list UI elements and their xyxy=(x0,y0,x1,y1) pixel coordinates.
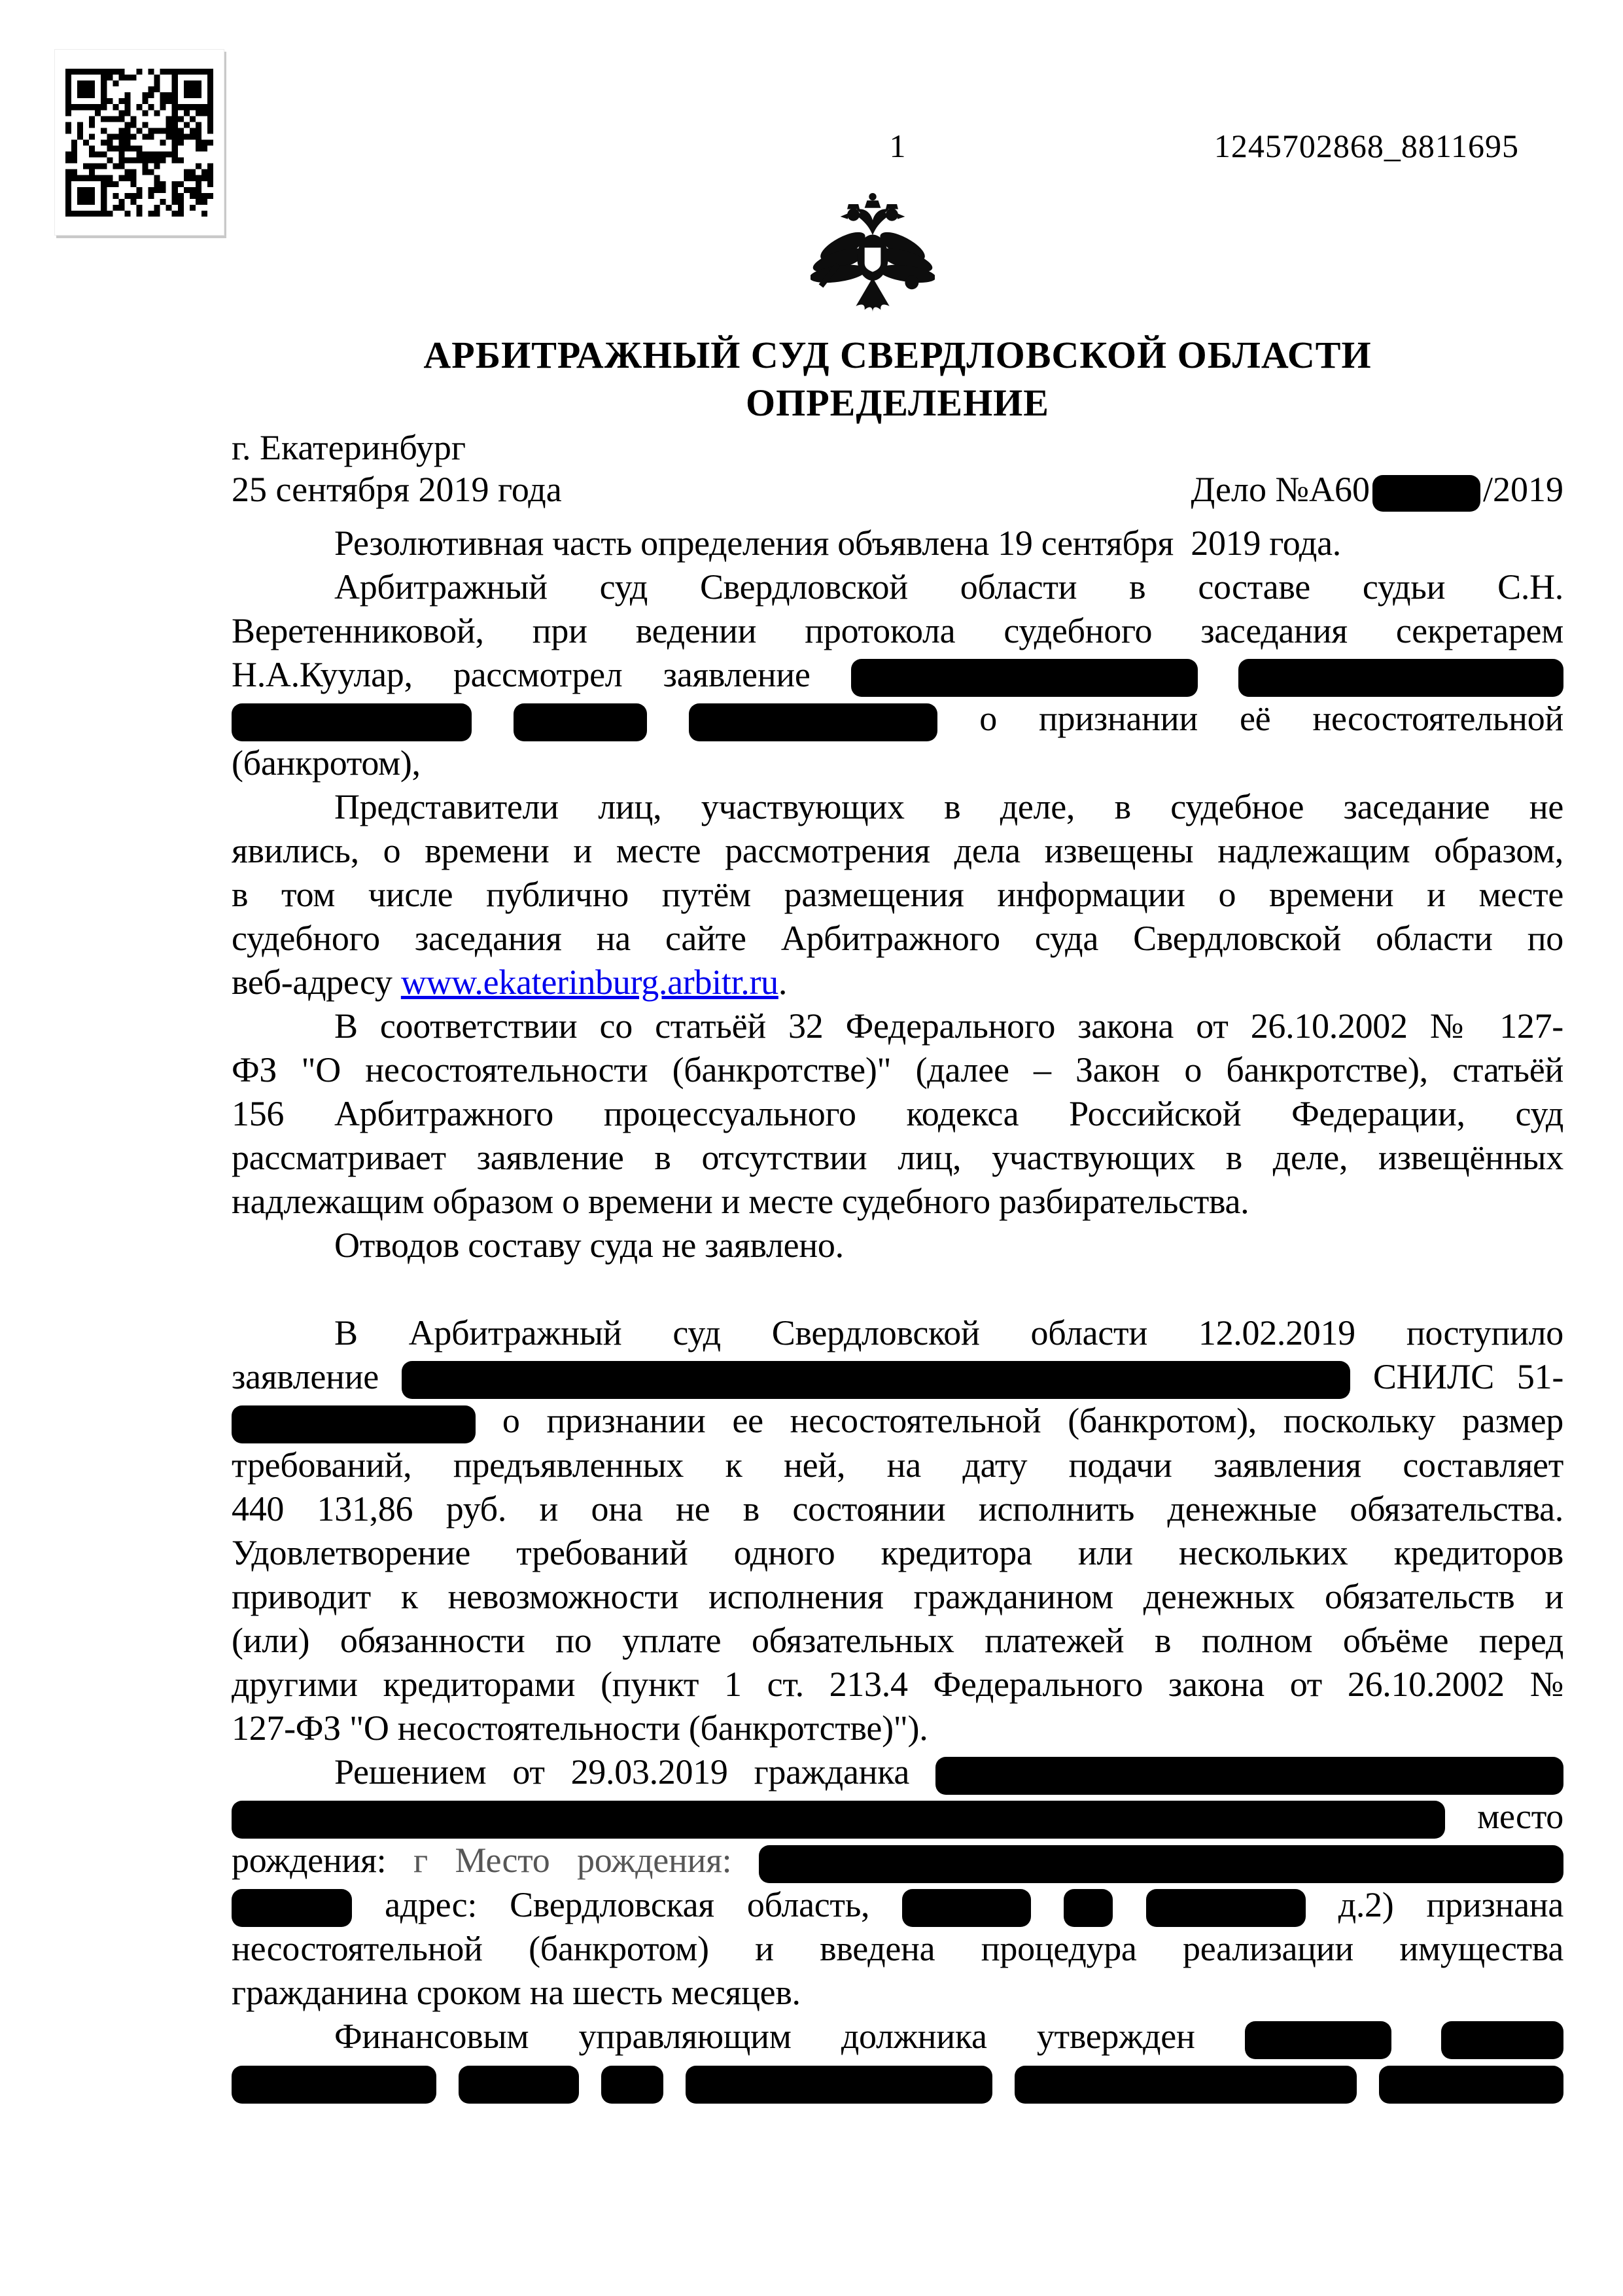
page-number: 1 xyxy=(889,128,906,164)
court-website-link[interactable]: www.ekaterinburg.arbitr.ru xyxy=(400,962,778,1002)
text-run: явились, о времени и месте рассмотрения дела извещены надлежащим образом, xyxy=(232,830,1563,870)
redaction-block xyxy=(1372,475,1480,512)
redaction-block xyxy=(1064,1889,1113,1927)
redaction-block xyxy=(1238,659,1563,697)
redaction-block xyxy=(902,1889,1031,1927)
text-run: несостоятельной (банкротом) и введена процедура реализации имущества xyxy=(232,1929,1563,1969)
body-line xyxy=(232,1004,1563,1048)
body-line xyxy=(232,1927,1563,1971)
text-run: Представители лиц, участвующих в деле, в судебное заседание не xyxy=(334,786,1563,826)
text-run: о признании её несостоятельной xyxy=(979,699,1564,739)
body-line xyxy=(232,609,1563,653)
redaction-block xyxy=(689,703,937,741)
date-case-row xyxy=(232,470,1563,512)
redaction-block xyxy=(686,2066,992,2104)
body-line xyxy=(232,1883,1563,1928)
gray-text-run: г Место рождения: xyxy=(413,1841,732,1881)
redaction-block xyxy=(601,2066,663,2104)
redaction-block xyxy=(514,703,647,741)
body-line xyxy=(232,1706,1563,1750)
redaction-block xyxy=(232,1889,352,1927)
qr-code xyxy=(65,69,213,217)
body-line xyxy=(232,1224,1563,1267)
text-run: судебного заседания на сайте Арбитражного суда Свердловской области по xyxy=(232,918,1563,958)
body-line xyxy=(232,1487,1563,1531)
redaction-block xyxy=(232,1801,1445,1839)
redaction-block xyxy=(459,2066,579,2104)
russia-coat-of-arms-icon xyxy=(811,189,935,320)
redaction-block xyxy=(232,703,472,741)
text-run: В соответствии со статьёй 32 Федерального закона от 26.10.2002 № 127- xyxy=(334,1006,1563,1046)
redaction-block xyxy=(1146,1889,1306,1927)
body-line xyxy=(232,1443,1563,1487)
redaction-block xyxy=(232,1405,476,1443)
body-line xyxy=(232,1355,1563,1400)
blank-line xyxy=(232,1267,1563,1311)
redaction-block xyxy=(1441,2021,1563,2059)
redaction-block xyxy=(1245,2021,1391,2059)
redaction-block xyxy=(1015,2066,1357,2104)
case-number xyxy=(1191,470,1563,512)
body-line xyxy=(232,1092,1563,1136)
redaction-block xyxy=(935,1757,1563,1795)
text-run: приводит к невозможности исполнения гражданином денежных обязательств и xyxy=(232,1577,1563,1617)
text-run: заявление xyxy=(232,1356,379,1396)
redaction-block xyxy=(232,2066,436,2104)
body-line xyxy=(232,741,1563,785)
body-line xyxy=(232,565,1563,609)
text-run: требований, предъявленных к ней, на дату подачи заявления составляет xyxy=(232,1445,1563,1485)
text-run: гражданина сроком на шесть месяцев. xyxy=(232,1973,801,2013)
body-line xyxy=(232,697,1563,741)
body-line xyxy=(232,1750,1563,1795)
text-run: адрес: xyxy=(385,1884,478,1924)
body-line xyxy=(232,1663,1563,1706)
text-run: ФЗ "О несостоятельности (банкротстве)" (далее – Закон о банкротстве), статьёй xyxy=(232,1050,1563,1089)
text-run: о признании ее несостоятельной (банкротом), поскольку размер xyxy=(502,1401,1564,1441)
body-line xyxy=(232,961,1563,1004)
text-run: Веретенниковой, при ведении протокола судебного заседания секретарем xyxy=(232,610,1563,650)
redaction-block xyxy=(759,1845,1563,1883)
body-line xyxy=(232,1839,1563,1883)
text-run: Арбитражный суд Свердловской области в составе судьи С.Н. xyxy=(334,567,1563,607)
text-run: 127-ФЗ "О несостоятельности (банкротстве)"). xyxy=(232,1708,928,1748)
decision-date: 25 сентября 2019 года xyxy=(232,470,562,509)
document-type-title: ОПРЕДЕЛЕНИЕ xyxy=(746,381,1049,424)
body-line xyxy=(232,2059,1563,2104)
text-run: рассматривает заявление в отсутствии лиц, участвующих в деле, извещённых xyxy=(232,1137,1563,1177)
redaction-block xyxy=(851,659,1198,697)
document-stamp-id: 1245702868_8811695 xyxy=(1213,128,1519,164)
body-line xyxy=(232,917,1563,961)
document-body xyxy=(232,521,1563,2104)
case-number-suffix: /2019 xyxy=(1482,470,1563,509)
text-run: Резолютивная часть определения объявлена 19 сентября 2019 года. xyxy=(334,523,1341,563)
body-line xyxy=(232,785,1563,829)
text-run: Свердловская область, xyxy=(510,1884,870,1924)
redaction-block xyxy=(402,1361,1350,1399)
text-run: Н.А.Куулар, рассмотрел заявление xyxy=(232,654,811,694)
body-line xyxy=(232,521,1563,565)
city-line: г. Екатеринбург xyxy=(232,428,466,467)
body-line xyxy=(232,1531,1563,1575)
text-run: другими кредиторами (пункт 1 ст. 213.4 Федерального закона от 26.10.2002 № xyxy=(232,1665,1563,1704)
text-run: (или) обязанности по уплате обязательных платежей в полном объёме перед xyxy=(232,1621,1563,1661)
text-run: надлежащим образом о времени и месте судебного разбирательства. xyxy=(232,1181,1249,1221)
text-run: СНИЛС 51- xyxy=(1372,1356,1563,1396)
court-name-title: АРБИТРАЖНЫЙ СУД СВЕРДЛОВСКОЙ ОБЛАСТИ xyxy=(423,334,1372,376)
body-line xyxy=(232,873,1563,917)
body-line xyxy=(232,1795,1563,1839)
text-run: д.2) признана xyxy=(1338,1884,1564,1924)
body-line xyxy=(232,1619,1563,1663)
text-run: рождения: xyxy=(232,1841,387,1881)
body-line xyxy=(232,2015,1563,2059)
redaction-block xyxy=(1379,2066,1563,2104)
body-line xyxy=(232,1311,1563,1355)
body-line xyxy=(232,653,1563,698)
qr-code-card xyxy=(54,49,224,236)
body-line xyxy=(232,1180,1563,1224)
text-run: Решением от 29.03.2019 гражданка xyxy=(334,1752,910,1792)
case-number-prefix: Дело №А60 xyxy=(1191,470,1370,509)
text-run: веб-адресу xyxy=(232,962,393,1002)
text-run: . xyxy=(778,962,788,1002)
text-run: Финансовым управляющим должника утвержден xyxy=(334,2017,1195,2057)
body-line xyxy=(232,1048,1563,1092)
page-meta-row xyxy=(232,0,1563,164)
text-run: 440 131,86 руб. и она не в состоянии исполнить денежные обязательства. xyxy=(232,1489,1563,1529)
text-run: (банкротом), xyxy=(232,743,421,783)
body-line xyxy=(232,1575,1563,1619)
document-content xyxy=(232,0,1563,2104)
text-run: В Арбитражный суд Свердловской области 12.02.2019 поступило xyxy=(334,1313,1563,1352)
body-line xyxy=(232,829,1563,873)
text-run: 156 Арбитражного процессуального кодекса Российской Федерации, суд xyxy=(232,1093,1563,1133)
body-line xyxy=(232,1399,1563,1443)
body-line xyxy=(232,1971,1563,2015)
text-run: в том числе публично путём размещения информации о времени и месте xyxy=(232,874,1563,914)
body-line xyxy=(232,1136,1563,1180)
text-run: Отводов составу суда не заявлено. xyxy=(334,1225,844,1265)
text-run: место xyxy=(1477,1796,1563,1836)
text-run: Удовлетворение требований одного кредитора или нескольких кредиторов xyxy=(232,1533,1563,1573)
